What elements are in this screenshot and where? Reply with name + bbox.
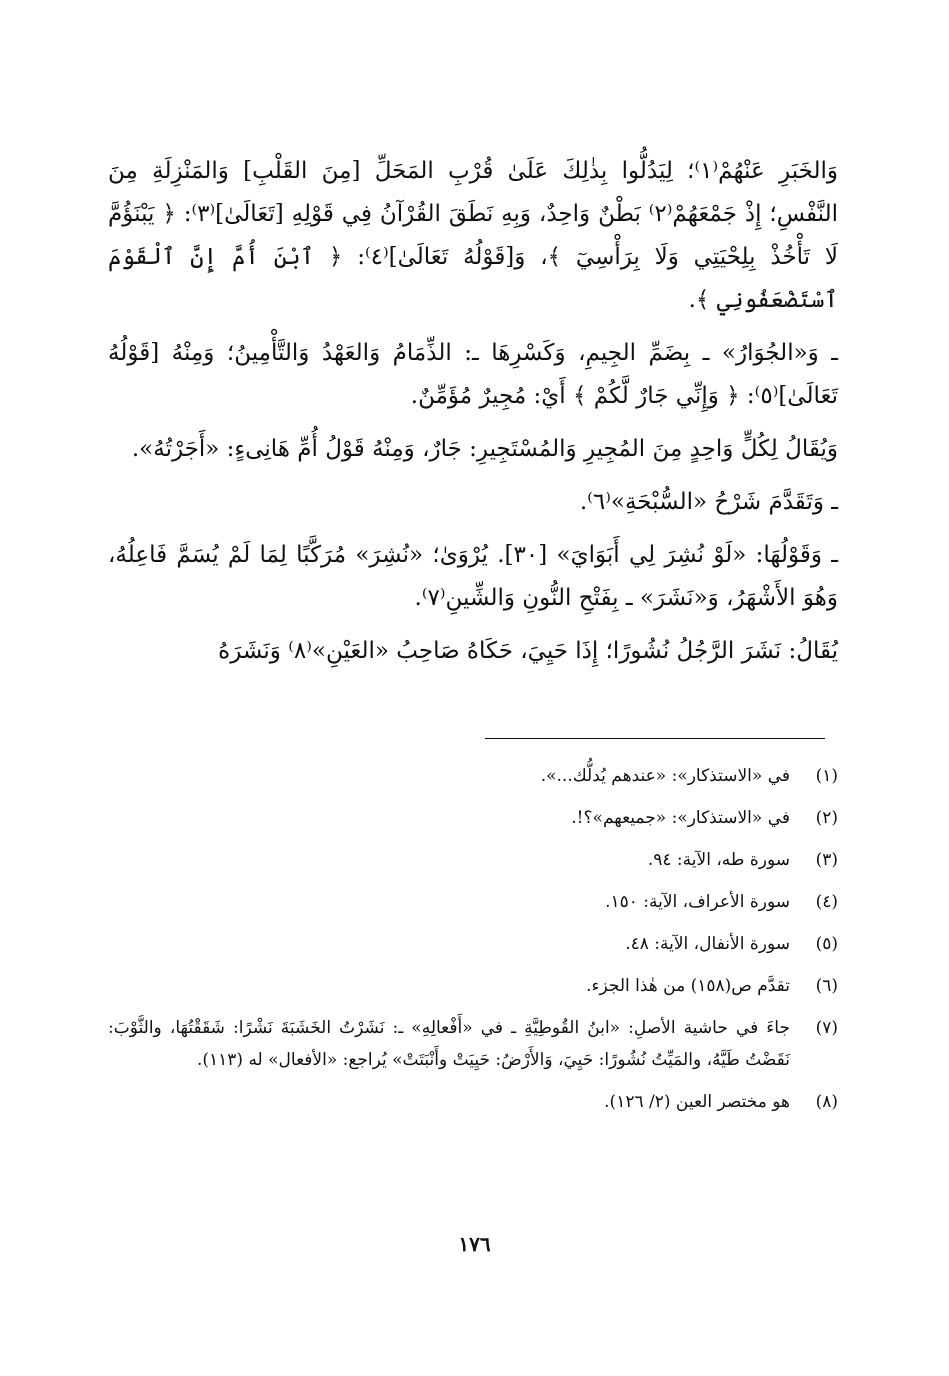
footnote-number: (٨) [815, 1092, 838, 1112]
paragraph: ـ وَ«الجُوَارُ» ـ بِضَمِّ الجِيمِ، وَكَسْرِهَا ـ: الذِّمَامُ وَالعَهْدُ وَالتَّأْمِينُ؛ وَمِنْهُ [قَوْلُهُ تَعَالَىٰ]⁽٥⁾: ﴿ وَإِنِّي جَارٌ لَّكُمْ ﴾ أَيْ: مُجِيرٌ مُؤَمِّنٌ. [108, 340, 838, 409]
footnote-text: في «الاستذكار»: «عندهم يُدلُّك...». [540, 766, 790, 786]
paragraph: وَالخَبَرِ عَنْهُمْ⁽١⁾؛ لِيَدُلُّوا بِذٰلِكَ عَلَىٰ قُرْبِ المَحَلِّ [مِنَ القَلْبِ] وَالمَنْزِلَةِ مِنَ النَّفْسِ؛ إِذْ جَمْعَهُمْ⁽٢⁾ بَطْنٌ وَاحِدٌ، وَبِهِ نَطَقَ القُرْآنُ فِي قَوْلِهِ [تَعَالَىٰ]⁽٣⁾: ﴿ يَبْنَؤُمَّ لَا تَأْخُذْ بِلِحْيَتِي وَلَا بِرَأْسِيٓ ﴾، وَ[قَوْلُهُ تَعَالَىٰ]⁽٤⁾: ﴿ ٱبْنَ أُمَّ إِنَّ ٱلْقَوْمَ ٱسْتَضْعَفُونِي ﴾. [108, 158, 839, 313]
footnote-text: هو مختصر العين (٢/ ١٢٦). [604, 1092, 790, 1112]
footnote-number: (٢) [815, 808, 838, 828]
footnote-text: جاءَ في حاشية الأصلِ: «ابنُ القُوطِيَّةِ ـ في «أَفْعالِهِ» ـ: نَشَرْتُ الخَشَبَةَ نَشْرًا: شَقَقْتُهَا، والثَّوْبَ: نَقَضْتُ طَيَّهُ، والمَيِّتُ نُشُورًا: حَيِيَ، وَالأَرْضُ: حَيِيَتْ وأَنْبَتَتْ» يُراجع: «الأفعال» له (١١٣). [108, 1018, 790, 1070]
footnote-text: في «الاستذكار»: «جميعهم»؟!. [571, 808, 790, 828]
footnote-text: سورة الأعراف، الآية: ١٥٠. [605, 892, 790, 912]
footnote-text: سورة طه، الآية: ٩٤. [647, 850, 790, 870]
footnote-number: (٣) [815, 850, 838, 870]
paragraph: ـ وَقَوْلُهَا: «لَوْ نُشِرَ لِي أَبَوَايَ» [٣٠]. يُرْوَىٰ؛ «نُشِرَ» مُرَكَّبًا لِمَا لَمْ يُسَمَّ فَاعِلُهُ، وَهُوَ الأَشْهَرُ، وَ«نَشَرَ» ـ بِفَتْحِ النُّونِ وَالشِّينِ⁽٧⁾. [108, 542, 838, 611]
footnote-number: (١) [815, 766, 838, 786]
footnote [108, 1012, 838, 1076]
paragraph: وَيُقَالُ لِكُلٍّ وَاحِدٍ مِنَ المُجِيرِ وَالمُسْتَجِيرِ: جَارٌ، وَمِنْهُ قَوْلُ أُمِّ هَانِىءٍ: «أَجَرْتُهُ». [131, 436, 838, 462]
footnote [108, 844, 838, 876]
footnotes [108, 760, 838, 1128]
page-number: ١٧٦ [458, 1232, 491, 1256]
footnote-number: (٥) [815, 934, 838, 954]
footnote [108, 970, 838, 1002]
footnote-text: سورة الأنفال، الآية: ٤٨. [625, 934, 790, 954]
main-text [108, 150, 838, 683]
footnote [108, 802, 838, 834]
paragraph: ـ وَتَقَدَّمَ شَرْحُ «السُّبْحَةِ»⁽٦⁾. [579, 489, 838, 515]
footnote-number: (٦) [815, 976, 838, 996]
paragraph: يُقَالُ: نَشَرَ الرَّجُلُ نُشُورًا؛ إِذَا حَيِيَ، حَكَاهُ صَاحِبُ «العَيْنِ»⁽٨⁾ وَنَشَرَهُ [218, 638, 838, 664]
footnote-text: تقدَّم ص(١٥٨) من هٰذا الجزء. [586, 976, 790, 996]
footnote [108, 1086, 838, 1118]
footnote-number: (٤) [815, 892, 838, 912]
footnote [108, 886, 838, 918]
footnote-separator [485, 738, 825, 739]
footnote [108, 928, 838, 960]
footnote [108, 760, 838, 792]
footnote-number: (٧) [815, 1018, 838, 1038]
